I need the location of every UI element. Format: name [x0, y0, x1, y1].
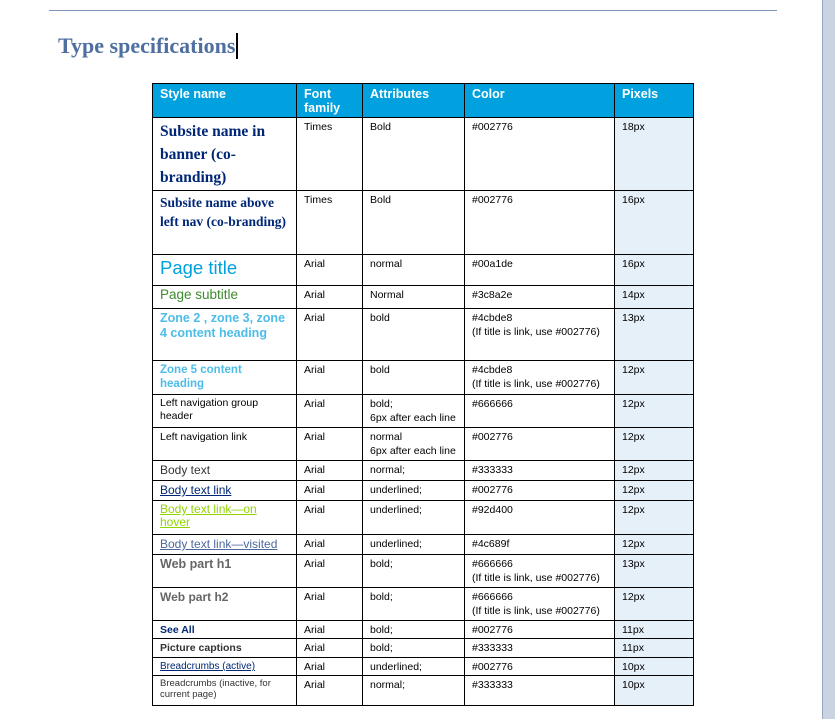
color-value: #333333 [472, 642, 513, 654]
style-name-cell [153, 191, 297, 255]
attributes-value: bold; [370, 591, 393, 603]
type-spec-table [152, 83, 694, 706]
style-sample: Subsite name in banner (co-branding) [160, 123, 266, 186]
style-sample: See All [160, 624, 195, 636]
attributes-cell [363, 501, 465, 535]
attributes-cell [363, 639, 465, 658]
style-name-cell [153, 588, 297, 621]
table-row [153, 118, 694, 191]
header-pixels: Pixels [615, 84, 694, 118]
color-value: #92d400 [472, 504, 513, 516]
pixels-cell: 16px [615, 191, 694, 255]
attributes-cell [363, 481, 465, 501]
style-name-cell [153, 501, 297, 535]
attributes-value: underlined; [370, 504, 422, 516]
attributes-cell [363, 461, 465, 481]
attributes-cell [363, 191, 465, 255]
document-heading[interactable] [58, 33, 238, 59]
table-row [153, 481, 694, 501]
attributes-value: normal [370, 258, 403, 270]
style-sample: Body text [160, 463, 211, 477]
pixels-cell: 12px [615, 535, 694, 555]
color-cell [465, 118, 615, 191]
style-name-cell [153, 481, 297, 501]
color-value: #002776 [472, 194, 513, 206]
style-sample: Left navigation link [160, 431, 247, 443]
attributes-value: normal; [370, 464, 406, 476]
table-row [153, 588, 694, 621]
pixels-cell: 12px [615, 461, 694, 481]
font-cell: Times [297, 191, 363, 255]
attributes-value: underlined; [370, 661, 422, 673]
color-cell [465, 191, 615, 255]
color-cell [465, 481, 615, 501]
font-cell: Arial [297, 639, 363, 658]
style-name-cell [153, 676, 297, 706]
color-value: #333333 [472, 464, 513, 476]
attributes-value: bold; [370, 642, 393, 654]
font-cell: Arial [297, 555, 363, 588]
attributes-value: Normal [370, 289, 404, 301]
attributes-value: normal; [370, 679, 406, 691]
pixels-cell: 12px [615, 428, 694, 461]
color-cell [465, 461, 615, 481]
color-cell [465, 658, 615, 676]
attributes-cell [363, 588, 465, 621]
attributes-cell [363, 555, 465, 588]
attributes-value: bold [370, 364, 390, 376]
pixels-cell: 18px [615, 118, 694, 191]
attributes-value: Bold [370, 194, 392, 206]
style-name-cell [153, 658, 297, 676]
pixels-cell: 10px [615, 676, 694, 706]
window-side-panel [822, 0, 835, 719]
table-row [153, 621, 694, 639]
font-cell: Arial [297, 461, 363, 481]
document-title: Type specifications [58, 33, 236, 58]
color-note: (If title is link, use #002776) [472, 605, 600, 617]
table-row [153, 461, 694, 481]
attributes-value: bold; [370, 398, 393, 410]
text-caret [236, 33, 238, 59]
font-cell: Times [297, 118, 363, 191]
pixels-cell: 11px [615, 621, 694, 639]
attributes-cell [363, 621, 465, 639]
style-sample: Zone 5 content heading [160, 364, 242, 390]
style-sample-link[interactable]: Body text link—on hover [160, 502, 257, 529]
attributes-cell [363, 118, 465, 191]
table-row [153, 191, 694, 255]
color-cell [465, 395, 615, 428]
color-cell [465, 535, 615, 555]
attributes-value: bold; [370, 558, 393, 570]
color-value: #4cbde8 [472, 312, 513, 324]
pixels-cell: 12px [615, 395, 694, 428]
color-cell [465, 588, 615, 621]
color-value: #002776 [472, 661, 513, 673]
style-sample: Picture captions [160, 642, 242, 654]
font-cell: Arial [297, 428, 363, 461]
attributes-value: underlined; [370, 538, 422, 550]
header-font-family: Font family [297, 84, 363, 118]
color-note: (If title is link, use #002776) [472, 572, 600, 584]
color-cell [465, 501, 615, 535]
attributes-note: 6px after each line [370, 445, 456, 457]
color-cell [465, 621, 615, 639]
color-cell [465, 286, 615, 309]
font-cell: Arial [297, 255, 363, 286]
attributes-cell [363, 535, 465, 555]
style-sample-link[interactable]: Body text link [160, 483, 232, 497]
table-row [153, 395, 694, 428]
header-style-name: Style name [153, 84, 297, 118]
attributes-cell [363, 255, 465, 286]
table-row [153, 658, 694, 676]
attributes-cell [363, 361, 465, 395]
style-sample: Zone 2 , zone 3, zone 4 content heading [160, 311, 286, 340]
font-cell: Arial [297, 361, 363, 395]
table-row [153, 255, 694, 286]
table-row [153, 676, 694, 706]
table-row [153, 639, 694, 658]
font-cell: Arial [297, 286, 363, 309]
table-row [153, 361, 694, 395]
style-sample: Web part h1 [160, 557, 232, 571]
color-value: #002776 [472, 484, 513, 496]
style-name-cell [153, 535, 297, 555]
style-sample-link[interactable]: Body text link—visited [160, 537, 278, 551]
pixels-cell: 12px [615, 361, 694, 395]
style-sample: Page subtitle [160, 287, 239, 302]
style-name-cell [153, 428, 297, 461]
style-name-cell [153, 286, 297, 309]
color-value: #666666 [472, 558, 513, 570]
pixels-cell: 11px [615, 639, 694, 658]
style-name-cell [153, 639, 297, 658]
font-cell: Arial [297, 481, 363, 501]
style-name-cell [153, 621, 297, 639]
font-cell: Arial [297, 309, 363, 361]
style-name-cell [153, 118, 297, 191]
pixels-cell: 12px [615, 501, 694, 535]
font-cell: Arial [297, 395, 363, 428]
style-sample-link[interactable]: Breadcrumbs (active) [160, 661, 256, 672]
font-cell: Arial [297, 658, 363, 676]
color-value: #3c8a2e [472, 289, 513, 301]
color-note: (If title is link, use #002776) [472, 326, 600, 338]
pixels-cell: 12px [615, 481, 694, 501]
color-value: #4cbde8 [472, 364, 513, 376]
header-attributes: Attributes [363, 84, 465, 118]
style-sample: Page title [160, 257, 238, 278]
color-cell [465, 639, 615, 658]
pixels-cell: 12px [615, 588, 694, 621]
font-cell: Arial [297, 588, 363, 621]
color-value: #4c689f [472, 538, 510, 550]
font-cell: Arial [297, 501, 363, 535]
style-name-cell [153, 309, 297, 361]
color-cell [465, 555, 615, 588]
attributes-cell [363, 309, 465, 361]
font-cell: Arial [297, 621, 363, 639]
color-cell [465, 255, 615, 286]
color-value: #002776 [472, 121, 513, 133]
table-header-row [153, 84, 694, 118]
table-row [153, 286, 694, 309]
color-value: #666666 [472, 398, 513, 410]
color-value: #666666 [472, 591, 513, 603]
style-name-cell [153, 255, 297, 286]
header-color: Color [465, 84, 615, 118]
attributes-value: normal [370, 431, 403, 443]
pixels-cell: 13px [615, 555, 694, 588]
color-cell [465, 309, 615, 361]
attributes-cell [363, 395, 465, 428]
table-row [153, 428, 694, 461]
color-cell [465, 361, 615, 395]
attributes-value: underlined; [370, 484, 422, 496]
style-sample: Web part h2 [160, 590, 229, 604]
color-value: #333333 [472, 679, 513, 691]
attributes-note: 6px after each line [370, 412, 456, 424]
color-value: #002776 [472, 431, 513, 443]
style-name-cell [153, 395, 297, 428]
color-cell [465, 428, 615, 461]
font-cell: Arial [297, 676, 363, 706]
table-row [153, 309, 694, 361]
color-cell [465, 676, 615, 706]
style-sample: Left navigation group header [160, 397, 259, 422]
style-name-cell [153, 461, 297, 481]
color-note: (If title is link, use #002776) [472, 378, 600, 390]
color-value: #002776 [472, 624, 513, 636]
style-sample: Breadcrumbs (inactive, for current page) [160, 678, 271, 700]
attributes-value: bold [370, 312, 390, 324]
attributes-cell [363, 286, 465, 309]
table-row [153, 555, 694, 588]
pixels-cell: 16px [615, 255, 694, 286]
attributes-cell [363, 658, 465, 676]
table-row [153, 501, 694, 535]
table-row [153, 535, 694, 555]
attributes-cell [363, 428, 465, 461]
attributes-value: bold; [370, 624, 393, 636]
color-value: #00a1de [472, 258, 513, 270]
page-top-rule [49, 10, 777, 11]
pixels-cell: 14px [615, 286, 694, 309]
font-cell: Arial [297, 535, 363, 555]
style-name-cell [153, 555, 297, 588]
attributes-value: Bold [370, 121, 392, 133]
pixels-cell: 10px [615, 658, 694, 676]
pixels-cell: 13px [615, 309, 694, 361]
attributes-cell [363, 676, 465, 706]
style-sample: Subsite name above left nav (co-branding) [160, 195, 286, 229]
style-name-cell [153, 361, 297, 395]
